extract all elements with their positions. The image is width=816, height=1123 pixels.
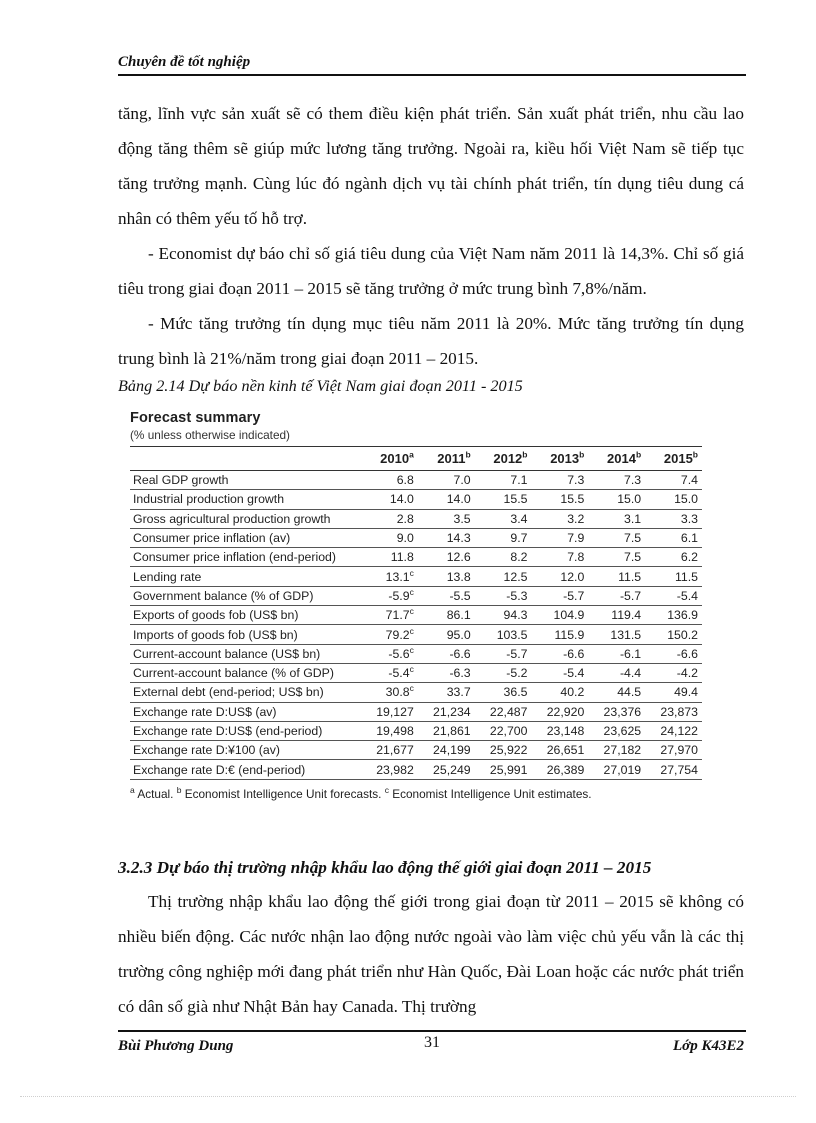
footnote-text: Economist Intelligence Unit forecasts. xyxy=(181,786,385,801)
value-cell: 131.5 xyxy=(588,625,645,644)
forecast-subtitle: (% unless otherwise indicated) xyxy=(130,428,290,442)
row-label: Real GDP growth xyxy=(130,471,361,490)
value-cell: 79.2$^c$ xyxy=(361,625,418,644)
row-label: Exchange rate D:US$ (av) xyxy=(130,702,361,721)
value-cell: 27,754 xyxy=(645,760,702,779)
value-cell: 27,019 xyxy=(588,760,645,779)
value-cell: 9.7 xyxy=(475,528,532,547)
value-cell: 3.5 xyxy=(418,509,475,528)
value-cell: 30.8$^c$ xyxy=(361,683,418,702)
footnote-text: Actual. xyxy=(134,786,177,801)
footnote-mark: c xyxy=(409,644,414,655)
value-cell: 13.1$^c$ xyxy=(361,567,418,586)
value-cell: 7.9 xyxy=(531,528,588,547)
value-cell: 14.0 xyxy=(418,490,475,509)
forecast-summary-figure xyxy=(130,409,702,803)
value-cell: -5.7 xyxy=(588,586,645,605)
table-row xyxy=(130,509,702,528)
table-row xyxy=(130,741,702,760)
value-cell: 3.1 xyxy=(588,509,645,528)
table-row xyxy=(130,663,702,682)
footer-author: Bùi Phương Dung xyxy=(118,1038,234,1054)
table-row xyxy=(130,490,702,509)
value-cell: 6.8 xyxy=(361,471,418,490)
forecast-table xyxy=(130,446,702,780)
value-cell: 15.5 xyxy=(475,490,532,509)
value-cell: 23,873 xyxy=(645,702,702,721)
value-cell: 21,234 xyxy=(418,702,475,721)
row-label: Consumer price inflation (end-period) xyxy=(130,548,361,567)
value-cell: 23,376 xyxy=(588,702,645,721)
table-row xyxy=(130,721,702,740)
footnote-mark: b xyxy=(176,784,182,795)
year-header-2011: 2011$^b$ xyxy=(418,447,475,471)
value-cell: 150.2 xyxy=(645,625,702,644)
footnote-mark: b xyxy=(465,449,471,460)
table-row xyxy=(130,702,702,721)
footnote-mark: a xyxy=(409,449,414,460)
footnote-mark: c xyxy=(409,586,414,597)
value-cell: 33.7 xyxy=(418,683,475,702)
value-cell: -6.3 xyxy=(418,663,475,682)
table-row xyxy=(130,683,702,702)
value-cell: 7.3 xyxy=(531,471,588,490)
paragraph: Thị trường nhập khẩu lao động thế giới trong giai đoạn từ 2011 – 2015 sẽ không có nhiều biến động. Các nước nhận lao động nước ngoài vào làm việc chủ yếu vẫn là các thị trường công nghiệp mới đang phát triển như Hàn Quốc, Đài Loan hoặc các nước phát triển có dân số già như Nhật Bản hay Canada. Thị trường xyxy=(118,892,744,1016)
body-text-bottom xyxy=(118,884,744,1024)
value-cell: 25,991 xyxy=(475,760,532,779)
year-header-2014: 2014$^b$ xyxy=(588,447,645,471)
value-cell: 44.5 xyxy=(588,683,645,702)
footnote-mark: c xyxy=(409,625,414,636)
footnote-mark: b xyxy=(692,449,698,460)
footer-class: Lớp K43E2 xyxy=(673,1038,744,1054)
value-cell: 11.8 xyxy=(361,548,418,567)
value-cell: 25,922 xyxy=(475,741,532,760)
value-cell: 21,677 xyxy=(361,741,418,760)
page-header xyxy=(118,52,746,76)
value-cell: 12.0 xyxy=(531,567,588,586)
value-cell: 21,861 xyxy=(418,721,475,740)
table-row xyxy=(130,606,702,625)
value-cell: 7.5 xyxy=(588,528,645,547)
value-cell: 19,127 xyxy=(361,702,418,721)
value-cell: 49.4 xyxy=(645,683,702,702)
value-cell: 15.0 xyxy=(588,490,645,509)
table-row xyxy=(130,625,702,644)
table-notes xyxy=(130,786,702,803)
header-label-cell xyxy=(130,447,361,471)
bottom-divider xyxy=(20,1096,796,1097)
value-cell: -4.4 xyxy=(588,663,645,682)
table-body xyxy=(130,471,702,780)
table-row xyxy=(130,567,702,586)
value-cell: 3.3 xyxy=(645,509,702,528)
row-label: External debt (end-period; US$ bn) xyxy=(130,683,361,702)
value-cell: -5.5 xyxy=(418,586,475,605)
row-label: Lending rate xyxy=(130,567,361,586)
value-cell: 23,625 xyxy=(588,721,645,740)
forecast-title: Forecast summary xyxy=(130,410,261,426)
table-row xyxy=(130,586,702,605)
table-row xyxy=(130,528,702,547)
value-cell: 26,389 xyxy=(531,760,588,779)
value-cell: 12.5 xyxy=(475,567,532,586)
value-cell: -5.4 xyxy=(645,586,702,605)
table-caption: Bảng 2.14 Dự báo nền kinh tế Việt Nam giai đoạn 2011 - 2015 xyxy=(118,377,523,395)
row-label: Exchange rate D:€ (end-period) xyxy=(130,760,361,779)
row-label: Government balance (% of GDP) xyxy=(130,586,361,605)
value-cell: 23,148 xyxy=(531,721,588,740)
footnote-mark: c xyxy=(409,606,414,617)
value-cell: 14.0 xyxy=(361,490,418,509)
page-footer xyxy=(118,1030,746,1058)
value-cell: 9.0 xyxy=(361,528,418,547)
footnote-mark: b xyxy=(635,449,642,460)
section-heading: 3.2.3 Dự báo thị trường nhập khẩu lao động thế giới giai đoạn 2011 – 2015 xyxy=(118,858,652,877)
body-text-top xyxy=(118,96,744,376)
value-cell: 13.8 xyxy=(418,567,475,586)
row-label: Consumer price inflation (av) xyxy=(130,528,361,547)
value-cell: 11.5 xyxy=(588,567,645,586)
footnote-mark: c xyxy=(409,664,414,675)
value-cell: -5.2 xyxy=(475,663,532,682)
footnote-mark: b xyxy=(522,449,528,460)
footnote-mark: a xyxy=(130,784,135,795)
header-title: Chuyên đề tốt nghiệp xyxy=(118,54,251,70)
value-cell: -6.6 xyxy=(645,644,702,663)
row-label: Gross agricultural production growth xyxy=(130,509,361,528)
value-cell: 22,700 xyxy=(475,721,532,740)
value-cell: 103.5 xyxy=(475,625,532,644)
table-row xyxy=(130,760,702,779)
value-cell: 22,920 xyxy=(531,702,588,721)
footnote-mark: c xyxy=(384,784,389,795)
paragraph: - Mức tăng trưởng tín dụng mục tiêu năm 2011 là 20%. Mức tăng trưởng tín dụng trung bình là 21%/năm trong giai đoạn 2011 – 2015. xyxy=(118,314,744,368)
value-cell: 12.6 xyxy=(418,548,475,567)
year-header-2015: 2015$^b$ xyxy=(645,447,702,471)
value-cell: 94.3 xyxy=(475,606,532,625)
value-cell: 27,970 xyxy=(645,741,702,760)
value-cell: 7.4 xyxy=(645,471,702,490)
value-cell: -5.7 xyxy=(475,644,532,663)
row-label: Current-account balance (% of GDP) xyxy=(130,663,361,682)
value-cell: 7.8 xyxy=(531,548,588,567)
row-label: Current-account balance (US$ bn) xyxy=(130,644,361,663)
value-cell: 71.7$^c$ xyxy=(361,606,418,625)
year-header-2010: 2010$^a$ xyxy=(361,447,418,471)
value-cell: -5.7 xyxy=(531,586,588,605)
value-cell: 27,182 xyxy=(588,741,645,760)
page-number: 31 xyxy=(424,1034,440,1051)
value-cell: -5.4$^c$ xyxy=(361,663,418,682)
value-cell: -4.2 xyxy=(645,663,702,682)
value-cell: 3.4 xyxy=(475,509,532,528)
value-cell: 6.2 xyxy=(645,548,702,567)
value-cell: 104.9 xyxy=(531,606,588,625)
value-cell: 7.5 xyxy=(588,548,645,567)
row-label: Industrial production growth xyxy=(130,490,361,509)
value-cell: -6.6 xyxy=(418,644,475,663)
footnote-mark: b xyxy=(579,449,585,460)
value-cell: 24,122 xyxy=(645,721,702,740)
row-label: Exchange rate D:US$ (end-period) xyxy=(130,721,361,740)
value-cell: 8.2 xyxy=(475,548,532,567)
value-cell: 23,982 xyxy=(361,760,418,779)
value-cell: 95.0 xyxy=(418,625,475,644)
value-cell: 7.3 xyxy=(588,471,645,490)
row-label: Exchange rate D:¥100 (av) xyxy=(130,741,361,760)
row-label: Imports of goods fob (US$ bn) xyxy=(130,625,361,644)
table-row xyxy=(130,548,702,567)
paragraph: - Economist dự báo chỉ số giá tiêu dung của Việt Nam năm 2011 là 14,3%. Chỉ số giá tiêu trong giai đoạn 2011 – 2015 sẽ tăng trưởng ở mức trung bình 7,8%/năm. xyxy=(118,244,744,298)
value-cell: -5.6$^c$ xyxy=(361,644,418,663)
value-cell: 119.4 xyxy=(588,606,645,625)
footnote-mark: c xyxy=(409,567,414,578)
value-cell: 6.1 xyxy=(645,528,702,547)
year-header-2013: 2013$^b$ xyxy=(531,447,588,471)
value-cell: 3.2 xyxy=(531,509,588,528)
table-row xyxy=(130,644,702,663)
value-cell: 15.0 xyxy=(645,490,702,509)
value-cell: 115.9 xyxy=(531,625,588,644)
value-cell: -5.3 xyxy=(475,586,532,605)
value-cell: 14.3 xyxy=(418,528,475,547)
table-header-row xyxy=(130,447,702,471)
footnote-text: Economist Intelligence Unit estimates. xyxy=(388,786,592,801)
value-cell: 25,249 xyxy=(418,760,475,779)
paragraph: tăng, lĩnh vực sản xuất sẽ có them điều kiện phát triển. Sản xuất phát triển, nhu cầu lao động tăng thêm sẽ giúp mức lương tăng trưởng. Ngoài ra, kiều hối Việt Nam sẽ tiếp tục tăng trưởng mạnh. Cùng lúc đó ngành dịch vụ tài chính phát triển, tín dụng tiêu dung cá nhân có thêm yếu tố hỗ trợ. xyxy=(118,104,744,228)
value-cell: 24,199 xyxy=(418,741,475,760)
value-cell: 15.5 xyxy=(531,490,588,509)
footnote-mark: c xyxy=(409,683,414,694)
table-row xyxy=(130,471,702,490)
value-cell: -5.9$^c$ xyxy=(361,586,418,605)
value-cell: -6.6 xyxy=(531,644,588,663)
year-header-2012: 2012$^b$ xyxy=(475,447,532,471)
value-cell: -6.1 xyxy=(588,644,645,663)
value-cell: 7.1 xyxy=(475,471,532,490)
value-cell: 36.5 xyxy=(475,683,532,702)
row-label: Exports of goods fob (US$ bn) xyxy=(130,606,361,625)
value-cell: 7.0 xyxy=(418,471,475,490)
value-cell: 2.8 xyxy=(361,509,418,528)
value-cell: 26,651 xyxy=(531,741,588,760)
value-cell: 11.5 xyxy=(645,567,702,586)
value-cell: 19,498 xyxy=(361,721,418,740)
value-cell: 22,487 xyxy=(475,702,532,721)
value-cell: -5.4 xyxy=(531,663,588,682)
value-cell: 86.1 xyxy=(418,606,475,625)
value-cell: 136.9 xyxy=(645,606,702,625)
value-cell: 40.2 xyxy=(531,683,588,702)
